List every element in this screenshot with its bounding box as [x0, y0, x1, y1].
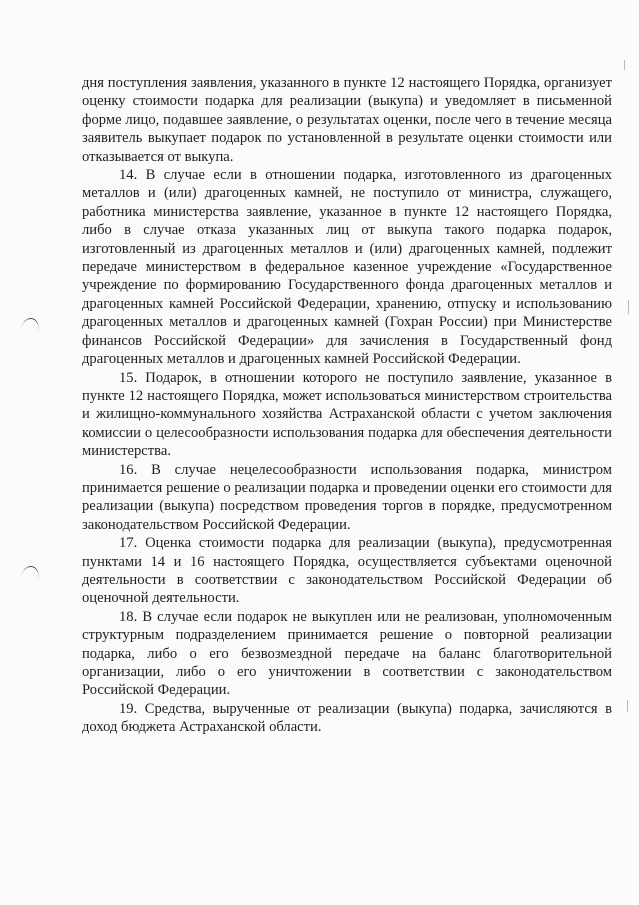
paragraph-18: 18. В случае если подарок не выкуплен или не реализован, уполномоченным структурным подразделением принимается решение о повторной реализации подарка, либо о его безвозмездной передаче на баланс благотворительной организации, либо о его уничтожении в соответствии с законодательством Российской Федерации. [82, 608, 612, 699]
paragraph-19: 19. Средства, вырученные от реализации (выкупа) подарка, зачисляются в доход бюджета Астраханской области. [82, 700, 612, 736]
document-body [82, 74, 612, 737]
punch-hole-mark-bottom [21, 564, 41, 580]
margin-artifact [627, 700, 628, 712]
punch-hole-mark-top [21, 316, 41, 332]
paragraph-14: 14. В случае если в отношении подарка, изготовленного из драгоценных металлов и (или) драгоценных камней, не поступило от министра, служащего, работника министерства заявление, указанное в пункте 12 настоящего Порядка, либо в случае отказа указанных лиц от выкупа такого подарка подарок, изготовленный из драгоценных металлов и (или) драгоценных камней, подлежит передаче министерством в федеральное казенное учреждение «Государственное учреждение по формированию Государственного фонда драгоценных металлов и драгоценных камней Российской Федерации, хранению, отпуску и использованию драгоценных металлов и драгоценных камней (Гохран России) при Министерстве финансов Российской Федерации» для зачисления в Государственный фонд драгоценных металлов и драгоценных камней Российской Федерации. [82, 167, 612, 368]
paragraph-17: 17. Оценка стоимости подарка для реализации (выкупа), предусмотренная пунктами 14 и 16 настоящего Порядка, осуществляется субъектами оценочной деятельности в соответствии с законодательством Российской Федерации об оценочной деятельности. [82, 535, 612, 607]
margin-artifact [628, 300, 629, 314]
paragraph-15: 15. Подарок, в отношении которого не поступило заявление, указанное в пункте 12 настоящего Порядка, может использоваться министерством строительства и жилищно-коммунального хозяйства Астраханской области с учетом заключения комиссии о целесообразности использования подарка для обеспечения деятельности министерства. [82, 369, 612, 460]
paragraph-16: 16. В случае нецелесообразности использования подарка, министром принимается решение о реализации подарка и проведении оценки его стоимости для реализации (выкупа) посредством проведения торгов в порядке, предусмотренном законодательством Российской Федерации. [82, 461, 612, 533]
paragraph-continuation: дня поступления заявления, указанного в пункте 12 настоящего Порядка, организует оценку стоимости подарка для реализации (выкупа) и уведомляет в письменной форме лицо, подавшее заявление, о результатах оценки, после чего в течение месяца заявитель выкупает подарок по установленной в результате оценки стоимости или отказывается от выкупа. [82, 75, 612, 165]
margin-artifact [624, 60, 625, 70]
